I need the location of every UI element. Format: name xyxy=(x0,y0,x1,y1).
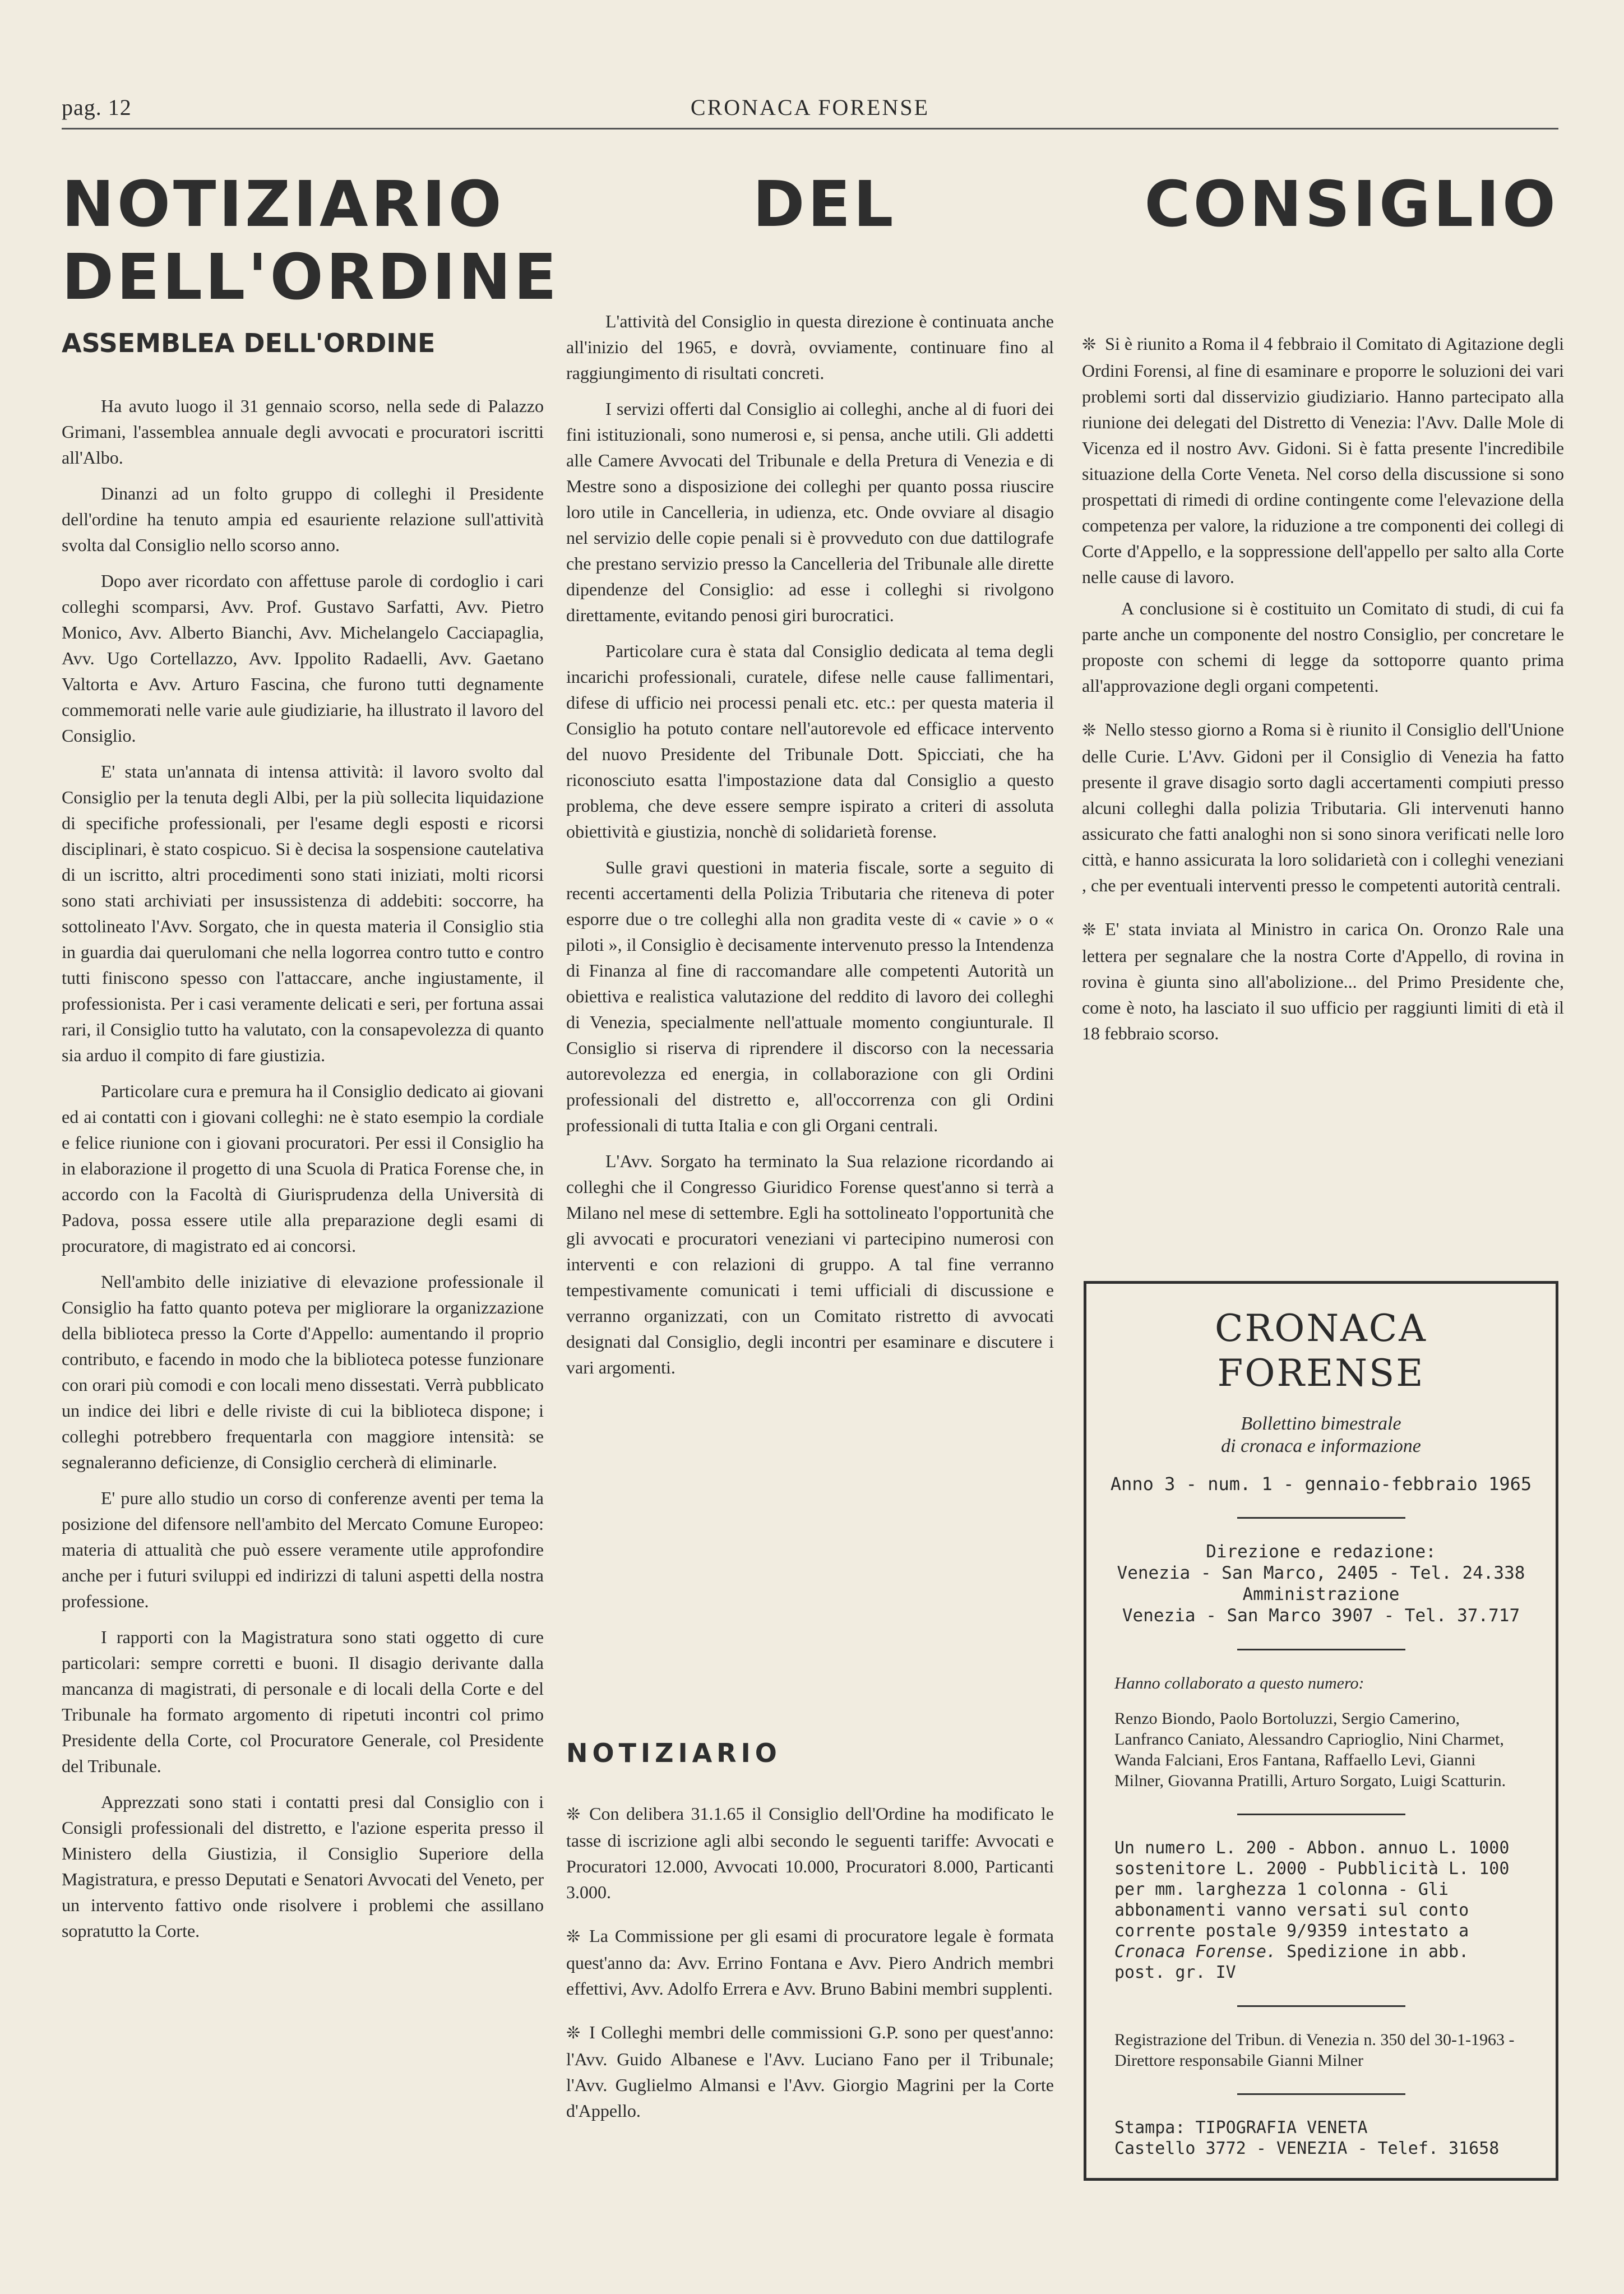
assemblea-paragraph: Nell'ambito delle iniziative di elevazione professionale il Consiglio ha fatto quanto poteva per migliorare la organizzazione della biblioteca presso la Corte d'Appello: aumentando il proprio contributo, e facendo in modo che la biblioteca potesse funzionare con orari più comodi e con locali meno dissestati. Verrà pubblicato un indice dei libri e delle riviste di cui la biblioteca dispone; i colleghi potrebbero frequentarla con maggiore intensità: se segnaleranno deficienze, di Consiglio cercherà di eliminarle. xyxy=(62,1271,544,1472)
masthead-title-line: FORENSE xyxy=(1217,1352,1425,1395)
divider xyxy=(1237,2093,1405,2095)
assemblea-paragraph: Ha avuto luogo il 31 gennaio scorso, nella sede di Palazzo Grimani, l'assemblea annuale degli avvocati e procuratori iscritti all'Albo. xyxy=(62,396,544,468)
notiziario-item xyxy=(566,1923,1054,2001)
assemblea-paragraph: Dinanzi ad un folto gruppo di colleghi il Presidente dell'ordine ha tenuto ampia ed esauriente relazione sull'attività svolta dal Consiglio nello scorso anno. xyxy=(62,483,544,555)
masthead-subtitle-line: Bollettino bimestrale xyxy=(1241,1413,1401,1434)
assemblea-paragraph: I rapporti con la Magistratura sono stati oggetto di cure particolari: sempre corretti e buoni. Il disagio derivante dalla mancanza di magistrati, di personale e di locali della Corte e del Tribunale ha formato argomento di ripetuti incontri col primo Presidente della Corte, col Procuratore Generale, col Presidente del Tribunale. xyxy=(62,1627,544,1776)
news-item-continuation: A conclusione si è costituito un Comitato di studi, di cui fa parte anche un componente del nostro Consiglio, per concretare le proposte con schemi di legge da sottoporre quanto prima all'approvazione degli organi competenti. xyxy=(1082,598,1564,696)
asterisk-ornament-icon: ❊ xyxy=(1082,335,1096,354)
masthead-issue: Anno 3 - num. 1 - gennaio-febbraio 1965 xyxy=(1110,1473,1532,1495)
assemblea-paragraph: Dopo aver ricordato con affettuse parole di cordoglio i cari colleghi scomparsi, Avv. Prof. Gustavo Sarfatti, Avv. Pietro Monico, Avv. Alberto Bianchi, Avv. Michelangelo Cacciapaglia, Avv. Ugo Cortellazzo, Avv. Ippolito Radaelli, Avv. Gaetano Valtorta e Avv. Arturo Fascina, che furono tutti degnamente commemorati nelle varie aule giudiziarie, ha illustrato il lavoro del Consiglio. xyxy=(62,571,544,746)
news-item-text: E' stata inviata al Ministro in carica On. Oronzo Rale una lettera per segnalare che la nostra Corte d'Appello, di rovina in rovina è giunta sino all'abolizione... del Primo Presidente che, come è noto, ha lasciato il suo ufficio per raggiunti limiti di età il 18 febbraio scorso. xyxy=(1082,919,1564,1043)
prices-italic: Cronaca Forense. xyxy=(1114,1942,1276,1962)
continuation-paragraph: Sulle gravi questioni in materia fiscale, sorte a seguito di recenti accertamenti della Polizia Tributaria che riteneva di poter esporre due o tre colleghi alla non gradita veste di « cavie » o « piloti », il Consiglio è decisamente intervenuto presso la Intendenza di Finanza al fine di raccomandare alle competenti Autorità un obiettiva e realistica valutazione del reddito di lavoro dei colleghi di Venezia, specialmente nell'attuale momento congiunturale. Il Consiglio si riserva di riprendere il discorso con la necessaria autorevolezza ed energia, in collaborazione con gli Ordini professionali del distretto e, all'occorrenza con gli Ordini professionali di tutta Italia e con gli Organi centrali. xyxy=(566,857,1054,1135)
news-item xyxy=(1082,916,1564,1046)
continuation-paragraph: L'attività del Consiglio in questa direzione è continuata anche all'inizio del 1965, e dovrà, ovviamente, continuare fino al raggiungimento di risultati concreti. xyxy=(566,311,1054,383)
prices-block xyxy=(1086,1838,1556,1983)
contributors-label: Hanno collaborato a questo numero: xyxy=(1114,1674,1364,1692)
asterisk-ornament-icon: ❊ xyxy=(566,1805,581,1824)
notiziario-heading: NOTIZIARIO xyxy=(566,1738,781,1768)
masthead-subtitle xyxy=(1086,1413,1556,1458)
direzione-label: Direzione e redazione: xyxy=(1206,1542,1436,1562)
direzione-address: Venezia - San Marco, 2405 - Tel. 24.338 xyxy=(1117,1563,1525,1583)
continuation-paragraph: L'Avv. Sorgato ha terminato la Sua relazione ricordando ai colleghi che il Congresso Giuridico Forense quest'anno si terrà a Milano nel mese di settembre. Egli ha sottolineato l'opportunità che gli avvocati e procuratori veneziani vi partecipino numerosi con interventi e con relazioni di gruppo. A tal fine verranno tempestivamente comunicati i temi ufficiali di discussione e verranno organizzati, con un Comitato ristretto di avvocati designati dal Consiglio, degli incontri per esaminare e discutere i vari argomenti. xyxy=(566,1151,1054,1377)
prices-tail: Spedizione in abb. post. gr. IV xyxy=(1114,1942,1469,1982)
prices-text: Un numero L. 200 - Abbon. annuo L. 1000 sostenitore L. 2000 - Pubblicità L. 100 per mm. larghezza 1 colonna - Gli abbonamenti vanno versati sul conto corrente postale 9/9359 intestato a xyxy=(1114,1838,1510,1941)
masthead-title-line: CRONACA xyxy=(1215,1307,1427,1350)
notiziario-item xyxy=(566,2019,1054,2124)
divider xyxy=(1237,1517,1405,1519)
continuation-paragraph: Particolare cura è stata dal Consiglio dedicata al tema degli incarichi professionali, curatele, difese nelle cause fallimentari, difese di ufficio nei processi penali etc. etc.: per questa materia il Consiglio ha potuto contare nell'autorevole ed efficace intervento del nuovo Presidente del Tribunale Dott. Spicciati, che ha riconosciuto esatta l'impostazione data dal Consiglio a questo problema, che deve essere sempre ispirato a criteri di assoluta obiettività e giustizia, nonchè di solidarietà forense. xyxy=(566,641,1054,841)
masthead-title xyxy=(1086,1306,1556,1396)
main-title-text: NOTIZIARIO DEL CONSIGLIO DELL'ORDINE xyxy=(62,168,1558,314)
contributors-list: Renzo Biondo, Paolo Bortoluzzi, Sergio Camerino, Lanfranco Caniato, Alessandro Caprioglio, Nini Charmet, Wanda Falciani, Eros Fantana, Raffaello Levi, Gianni Milner, Giovanna Pratilli, Arturo Sorgato, Luigi Scatturin. xyxy=(1114,1709,1506,1790)
news-item-text: Nello stesso giorno a Roma si è riunito il Consiglio dell'Unione delle Curie. L'Avv. Gidoni per il Consiglio di Venezia ha fatto presente il grave disagio sorto dagli accertamenti compiuti presso alcuni colleghi dalla polizia Tributaria. Gli intervenuti hanno assicurato che fatti analoghi non si sono sinora verificati nelle loro città, e hanno assicurata la loro solidarietà con i colleghi veneziani , che per eventuali interventi presso le competenti autorità centrali. xyxy=(1082,719,1564,895)
news-item xyxy=(1082,331,1564,590)
notiziario-item-text: Con delibera 31.1.65 il Consiglio dell'Ordine ha modificato le tasse di iscrizione agli albi secondo le seguenti tariffe: Avvocati e Procuratori 12.000, Avvocati 10.000, Procuratori 8.000, Particanti 3.000. xyxy=(566,1803,1054,1902)
notiziario-item-text: La Commissione per gli esami di procuratore legale è formata quest'anno da: Avv. Errino Fontana e Avv. Piero Andrich membri effettivi, Avv. Adolfo Errera e Avv. Bruno Babini membri supplenti. xyxy=(566,1926,1054,1999)
amministrazione-address: Venezia - San Marco 3907 - Tel. 37.717 xyxy=(1122,1606,1520,1626)
assemblea-paragraph: E' stata un'annata di intensa attività: il lavoro svolto dal Consiglio per la tenuta degli Albi, per la più sollecita liquidazione di specifiche professionali, per l'esame degli esposti e ricorsi disciplinari, è stato cospicuo. Si è decisa la sospensione cautelativa di un iscritto, altri procedimenti sono stati iniziati, molti ricorsi sono stati archiviati per insussistenza di addebiti: soccorre, ha sottolineato l'Avv. Sorgato, che in questa materia il Consiglio stia in guardia dai querulomani che nella logorrea contro tutto e contro tutti finiscono spesso con l'attaccare, anche ingiustamente, il professionista. Per i casi veramente delicati e seri, per fortuna assai rari, il Consiglio tutto ha valutato, con la consapevolezza di quanto sia arduo il compito di fare giustizia. xyxy=(62,761,544,1065)
notiziario-item-text: I Colleghi membri delle commissioni G.P. sono per quest'anno: l'Avv. Guido Albanese e l'Avv. Luciano Fano per il Tribunale; l'Avv. Guglielmo Almansi e l'Avv. Giorgio Magrini per la Corte d'Appello. xyxy=(566,2022,1054,2121)
printer-block xyxy=(1086,2117,1556,2159)
news-column xyxy=(1082,331,1564,1064)
news-item xyxy=(1082,716,1564,898)
amministrazione-label: Amministrazione xyxy=(1242,1584,1400,1604)
divider xyxy=(1237,1649,1405,1650)
divider xyxy=(1237,2005,1405,2007)
printer-line: Stampa: TIPOGRAFIA VENETA xyxy=(1114,2118,1368,2138)
continuation-column xyxy=(566,308,1054,1390)
divider xyxy=(1237,1814,1405,1815)
notiziario-item xyxy=(566,1801,1054,1905)
asterisk-ornament-icon: ❊ xyxy=(566,2023,581,2043)
main-title xyxy=(62,168,1558,314)
assemblea-paragraph: E' pure allo studio un corso di conferenze aventi per tema la posizione del difensore nell'ambito del Mercato Comune Europeo: materia di attualità che può essere veramente utile approfondire anche per i futuri sviluppi ed indirizzi di taluni aspetti della nostra professione. xyxy=(62,1488,544,1611)
contributors-block xyxy=(1086,1673,1556,1791)
page-header xyxy=(62,94,1558,130)
printer-line: Castello 3772 - VENEZIA - Telef. 31658 xyxy=(1114,2139,1500,2158)
asterisk-ornament-icon: ❊ xyxy=(1082,920,1096,940)
page-number: pag. 12 xyxy=(62,95,132,120)
publication-name: CRONACA FORENSE xyxy=(690,95,930,120)
continuation-paragraph: I servizi offerti dal Consiglio ai colleghi, anche al di fuori dei fini istituzionali, sono numerosi e, si pensa, anche utili. Gli addetti alle Camere Avvocati del Tribunale e della Pretura di Venezia e di Mestre sono a disposizione dei colleghi per quanto possa riuscire loro utile in Cancelleria, in udienza, etc. Onde ovviare al disagio nel servizio delle copie penali si è provveduto con due dattilografe che prestano servizio presso la Cancelleria del Tribunale alle dirette dipendenze del Consiglio: ad esse i colleghi si rivolgono direttamente, evitando penosi giri burocratici. xyxy=(566,399,1054,625)
masthead-box xyxy=(1084,1281,1558,2181)
assemblea-paragraph: Apprezzati sono stati i contatti presi dal Consiglio con i Consigli professionali del distretto, e l'azione esperita presso il Ministero della Giustizia, il Consiglio Superiore della Magistratura, e presso Deputati e Senatori Avvocati del Veneto, per un intervento fattivo onde risolvere i problemi che assillano sopratutto la Corte. xyxy=(62,1792,544,1941)
asterisk-ornament-icon: ❊ xyxy=(566,1927,581,1946)
assemblea-paragraph: Particolare cura e premura ha il Consiglio dedicato ai giovani ed ai contatti con i giovani colleghi: ne è stato esempio la cordiale e felice riunione con i giovani procuratori. Per essi il Consiglio ha in elaborazione il progetto di una Scuola di Pratica Forense che, in accordo con la Facoltà di Giurisprudenza della Università di Padova, possa essere utile alla preparazione degli esami di procuratore, di magistrato ed ai concorsi. xyxy=(62,1081,544,1256)
assemblea-heading: ASSEMBLEA DELL'ORDINE xyxy=(62,328,436,358)
notiziario-section xyxy=(566,1738,1054,2142)
news-item-text: Si è riunito a Roma il 4 febbraio il Comitato di Agitazione degli Ordini Forensi, al fine di esaminare e proporre le soluzioni dei vari problemi sorti dal disservizio giudiziario. Hanno partecipato alla riunione dei delegati del Distretto di Venezia: l'Avv. Dalle Mole di Vicenza ed il nostro Avv. Gidoni. Si è fatta presente l'incredibile situazione della Corte Veneta. Nel corso della discussione si sono prospettati di rimedi di ordine contingente come l'elevazione della competenza per valore, la riduzione a tre componenti dei collegi di Corte d'Appello, e la soppressione dell'appello per salto alla Corte nelle cause di lavoro. xyxy=(1082,334,1564,587)
asterisk-ornament-icon: ❊ xyxy=(1082,720,1096,740)
masthead-subtitle-line: di cronaca e informazione xyxy=(1221,1436,1421,1456)
masthead-addresses xyxy=(1086,1541,1556,1626)
assemblea-column xyxy=(62,328,544,1954)
registration-text: Registrazione del Tribun. di Venezia n. 350 del 30-1-1963 - Direttore responsabile Gianni Milner xyxy=(1114,2031,1515,2070)
